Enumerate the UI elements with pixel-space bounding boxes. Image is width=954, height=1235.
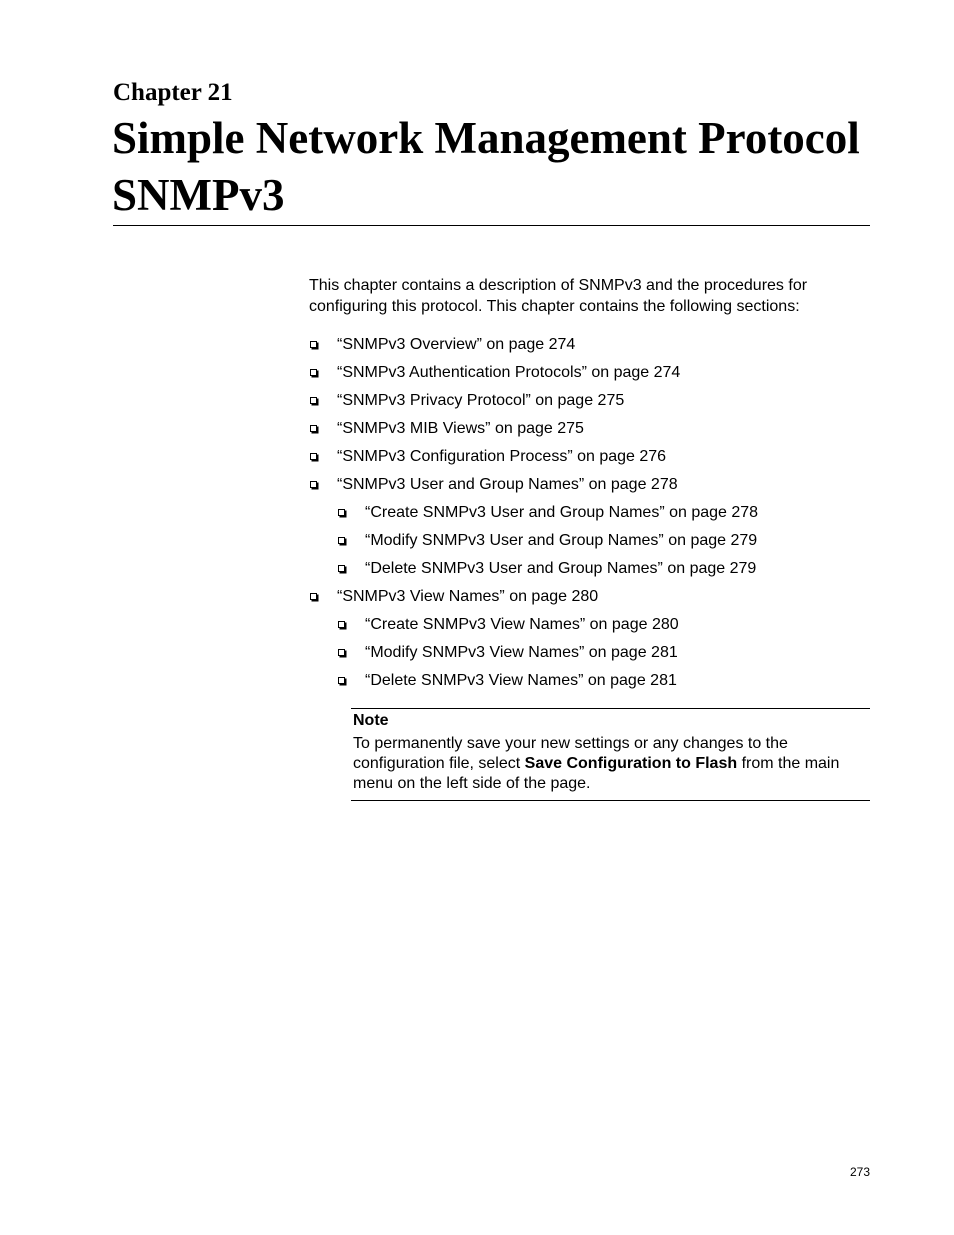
section-link-text: “SNMPv3 Privacy Protocol” on page 275 [337,392,625,409]
bullet-box-icon [338,621,345,628]
section-link-text: “SNMPv3 Configuration Process” on page 276 [337,448,667,465]
bullet-box-icon [310,425,317,432]
section-link-text: “Delete SNMPv3 User and Group Names” on page 279 [365,560,757,577]
bullet-box-icon [310,341,317,348]
subsection-link[interactable] [309,611,869,639]
section-link-text: “SNMPv3 MIB Views” on page 275 [337,420,584,437]
bullet-box-icon [310,593,317,600]
section-link-text: “SNMPv3 Authentication Protocols” on page 274 [337,364,681,381]
section-link[interactable] [309,331,869,359]
bullet-box-icon [338,509,345,516]
section-link-text: “SNMPv3 View Names” on page 280 [337,588,599,605]
note-heading: Note [353,712,389,729]
bullet-box-icon [310,481,317,488]
section-link[interactable] [309,443,869,471]
bullet-box-icon [338,565,345,572]
title-rule [113,225,870,226]
subsection-link[interactable] [309,667,869,695]
section-link-text: “Modify SNMPv3 User and Group Names” on page 279 [365,532,758,549]
chapter-title-line-1: Simple Network Management Protocol [112,113,860,163]
section-link-text: “Create SNMPv3 User and Group Names” on page 278 [365,504,759,521]
chapter-label: Chapter 21 [113,79,233,106]
section-link-text: “SNMPv3 Overview” on page 274 [337,336,576,353]
note-box [351,708,870,801]
note-text-end: from the main menu on the left side of the page. [353,755,840,792]
section-link[interactable] [309,583,869,611]
note-body [353,734,870,794]
bullet-box-icon [310,397,317,404]
bullet-box-icon [310,453,317,460]
section-link-text: “SNMPv3 User and Group Names” on page 278 [337,476,678,493]
page-number: 273 [849,1165,870,1179]
subsection-link[interactable] [309,639,869,667]
section-link-text: “Modify SNMPv3 View Names” on page 281 [365,644,678,661]
section-link-text: “Create SNMPv3 View Names” on page 280 [365,616,679,633]
chapter-title-line-2: SNMPv3 [112,170,285,220]
section-link[interactable] [309,415,869,443]
section-link[interactable] [309,387,869,415]
bullet-box-icon [338,649,345,656]
note-text: To permanently save your new settings or any changes to the configuration file, select [353,735,788,772]
section-link[interactable] [309,471,869,499]
note-menu-item: Save Configuration to Flash [524,755,738,772]
subsection-link[interactable] [309,499,869,527]
bullet-box-icon [338,537,345,544]
subsection-link[interactable] [309,555,869,583]
bullet-box-icon [310,369,317,376]
section-list [309,331,869,695]
section-link-text: “Delete SNMPv3 View Names” on page 281 [365,672,677,689]
subsection-link[interactable] [309,527,869,555]
bullet-box-icon [338,677,345,684]
intro-paragraph: This chapter contains a description of SNMPv3 and the procedures for configuring this protocol. This chapter contains the following sections: [309,277,808,315]
chapter-title [112,110,872,224]
section-link[interactable] [309,359,869,387]
